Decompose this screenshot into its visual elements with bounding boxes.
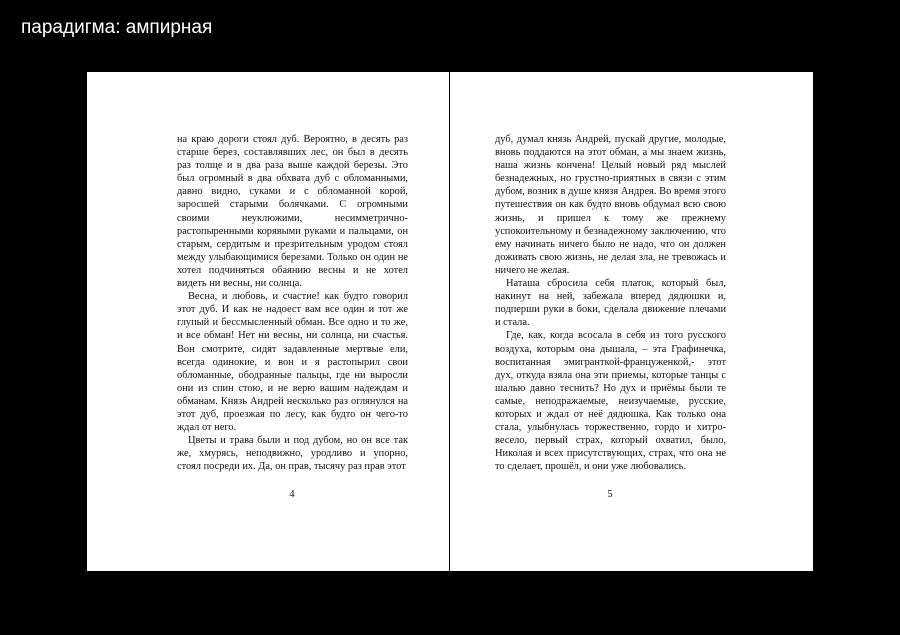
left-page-number: 4: [289, 489, 295, 500]
right-page-text: [495, 133, 726, 473]
right-page: [450, 72, 812, 571]
right-paragraph-1: дуб, думал князь Андрей, пускай другие, молодые, вновь поддаются на этот обман, а мы знаем жизнь, наша жизнь кончена! Целый новый ряд мыслей безнадежных, но грустно-приятных в связи с этим дубом, возник в душе князя Андрея. Во время этого путешествия он как будто вновь обдумал всю свою жизнь, и пришел к тому же прежнему успокоительному и безнадежному заключению, что ему начинать ничего было не надо, что он должен доживать свою жизнь, не делая зла, не тревожась и ничего не желая.: [495, 134, 726, 276]
book-spread: [87, 72, 813, 571]
right-paragraph-3: Где, как, когда всосала в себя из того русского воздуха, которым она дышала, – эта Графинечка, воспитанная эмигранткой-француженкой,- этот дух, откуда взяла она эти приемы, которые танцы с шалью давно теснить? Но дух и приёмы были те самые, неподражаемые, неизучаемые, русские, которых и ждал от неё дядюшка. Как только она стала, улыбнулась торжественно, гордо и хитро-весело, первый страх, который охватил, было, Николая и всех присутствующих, страх, что она не то сделает, прошёл, и они уже любовались.: [495, 330, 726, 473]
left-paragraph-2: Весна, и любовь, и счастие! как будто говорил этот дуб. И как не надоест вам все один и тот же глупый и бессмысленный обман. Все одно и то же, и все обман! Нет ни весны, ни солнца, ни счастья. Вон смотрите, сидят задавленные мертвые ели, всегда одинокие, и вон и я растопырил свои обломанные, ободранные пальцы, где ни выросли они из спин стою, и не верю вашим надеждам и обманам. Князь Андрей несколько раз оглянулся на этот дуб, проезжая по лесу, как будто он чего-то ждал от него.: [177, 291, 408, 434]
left-page-text: [177, 133, 408, 473]
right-paragraph-2: Наташа сбросила себя платок, который был, накинут на ней, забежала вперед дядюшки и, подперши руки в боки, сделала движение плечами и стала.: [495, 278, 726, 329]
left-page: [87, 72, 449, 571]
slide-title: парадигма: ампирная: [21, 17, 213, 38]
left-paragraph-1: на краю дороги стоял дуб. Вероятно, в десять раз старше берез, составлявших лес, он был в десять раз толще и в два раза выше каждой березы. Это был огромный в два обхвата дуб с обломанными, давно видно, суками и с обломанной корой, заросшей старыми болячками. С огромными своими неуклюжими, несимметрично-растопыренными корявыми руками и пальцами, он старым, сердитым и презрительным уродом стоял между улыбающимися березами. Только он один не хотел подчиняться обаянию весны и не хотел видеть ни весны, ни солнца.: [177, 134, 408, 290]
left-paragraph-3: Цветы и трава были и под дубом, но он все так же, хмурясь, неподвижно, уродливо и упорно, стоял посреди их. Да, он прав, тысячу раз прав этот: [177, 435, 408, 473]
right-page-number: 5: [607, 489, 613, 500]
